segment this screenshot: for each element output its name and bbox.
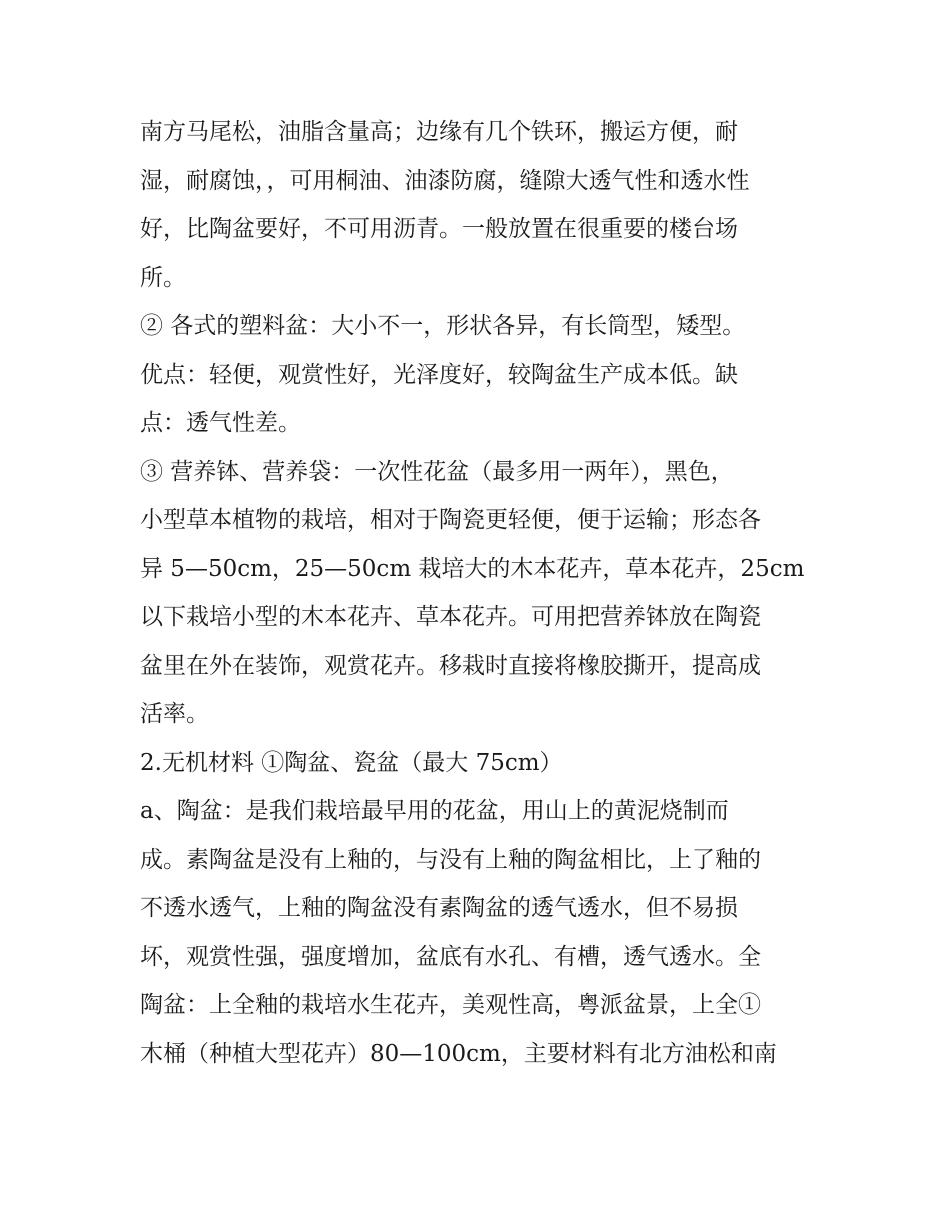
text-line-14: 2.无机材料 ①陶盆、瓷盆（最大 75cm） — [140, 749, 563, 776]
text-line-15: a、陶盆：是我们栽培最早用的花盆，用山上的黄泥烧制而 — [140, 798, 729, 824]
text-line-10: 异 5—50cm，25—50cm 栽培大的木本花卉，草本花卉，25cm — [140, 555, 805, 582]
text-line-3: 好，比陶盆要好，不可用沥青。一般放置在很重要的楼台场 — [140, 216, 738, 242]
text-line-18: 坏，观赏性强，强度增加，盆底有水孔、有槽，透气透水。全 — [140, 943, 761, 970]
text-line-12: 盆里在外在装饰，观赏花卉。移栽时直接将橡胶撕开，提高成 — [140, 652, 761, 679]
text-line-5: ② 各式的塑料盆：大小不一，形状各异，有长筒型，矮型。 — [140, 313, 746, 339]
text-line-11: 以下栽培小型的木本花卉、草本花卉。可用把营养钵放在陶瓷 — [140, 604, 761, 630]
text-line-1: 南方马尾松，油脂含量高；边缘有几个铁环，搬运方便，耐 — [140, 119, 738, 145]
text-line-2: 湿，耐腐蚀，，可用桐油、油漆防腐，缝隙大透气性和透水性 — [140, 167, 750, 194]
text-line-6: 优点：轻便，观赏性好，光泽度好，较陶盆生产成本低。缺 — [140, 361, 738, 388]
text-line-4: 所。 — [140, 264, 186, 291]
text-line-13: 活率。 — [140, 701, 209, 727]
text-line-7: 点：透气性差。 — [140, 410, 301, 436]
text-line-8: ③ 营养钵、营养袋：一次性花盆（最多用一两年），黑色， — [140, 458, 734, 485]
text-line-9: 小型草本植物的栽培，相对于陶瓷更轻便，便于运输；形态各 — [140, 507, 761, 533]
text-line-17: 不透水透气，上釉的陶盆没有素陶盆的透气透水，但不易损 — [140, 895, 738, 921]
body-text — [140, 108, 820, 1078]
text-line-16: 成。素陶盆是没有上釉的，与没有上釉的陶盆相比，上了釉的 — [140, 846, 761, 873]
text-line-20: 木桶（种植大型花卉）80—100cm，主要材料有北方油松和南 — [140, 1040, 777, 1067]
text-line-19: 陶盆：上全釉的栽培水生花卉，美观性高，粤派盆景，上全① — [140, 992, 761, 1018]
